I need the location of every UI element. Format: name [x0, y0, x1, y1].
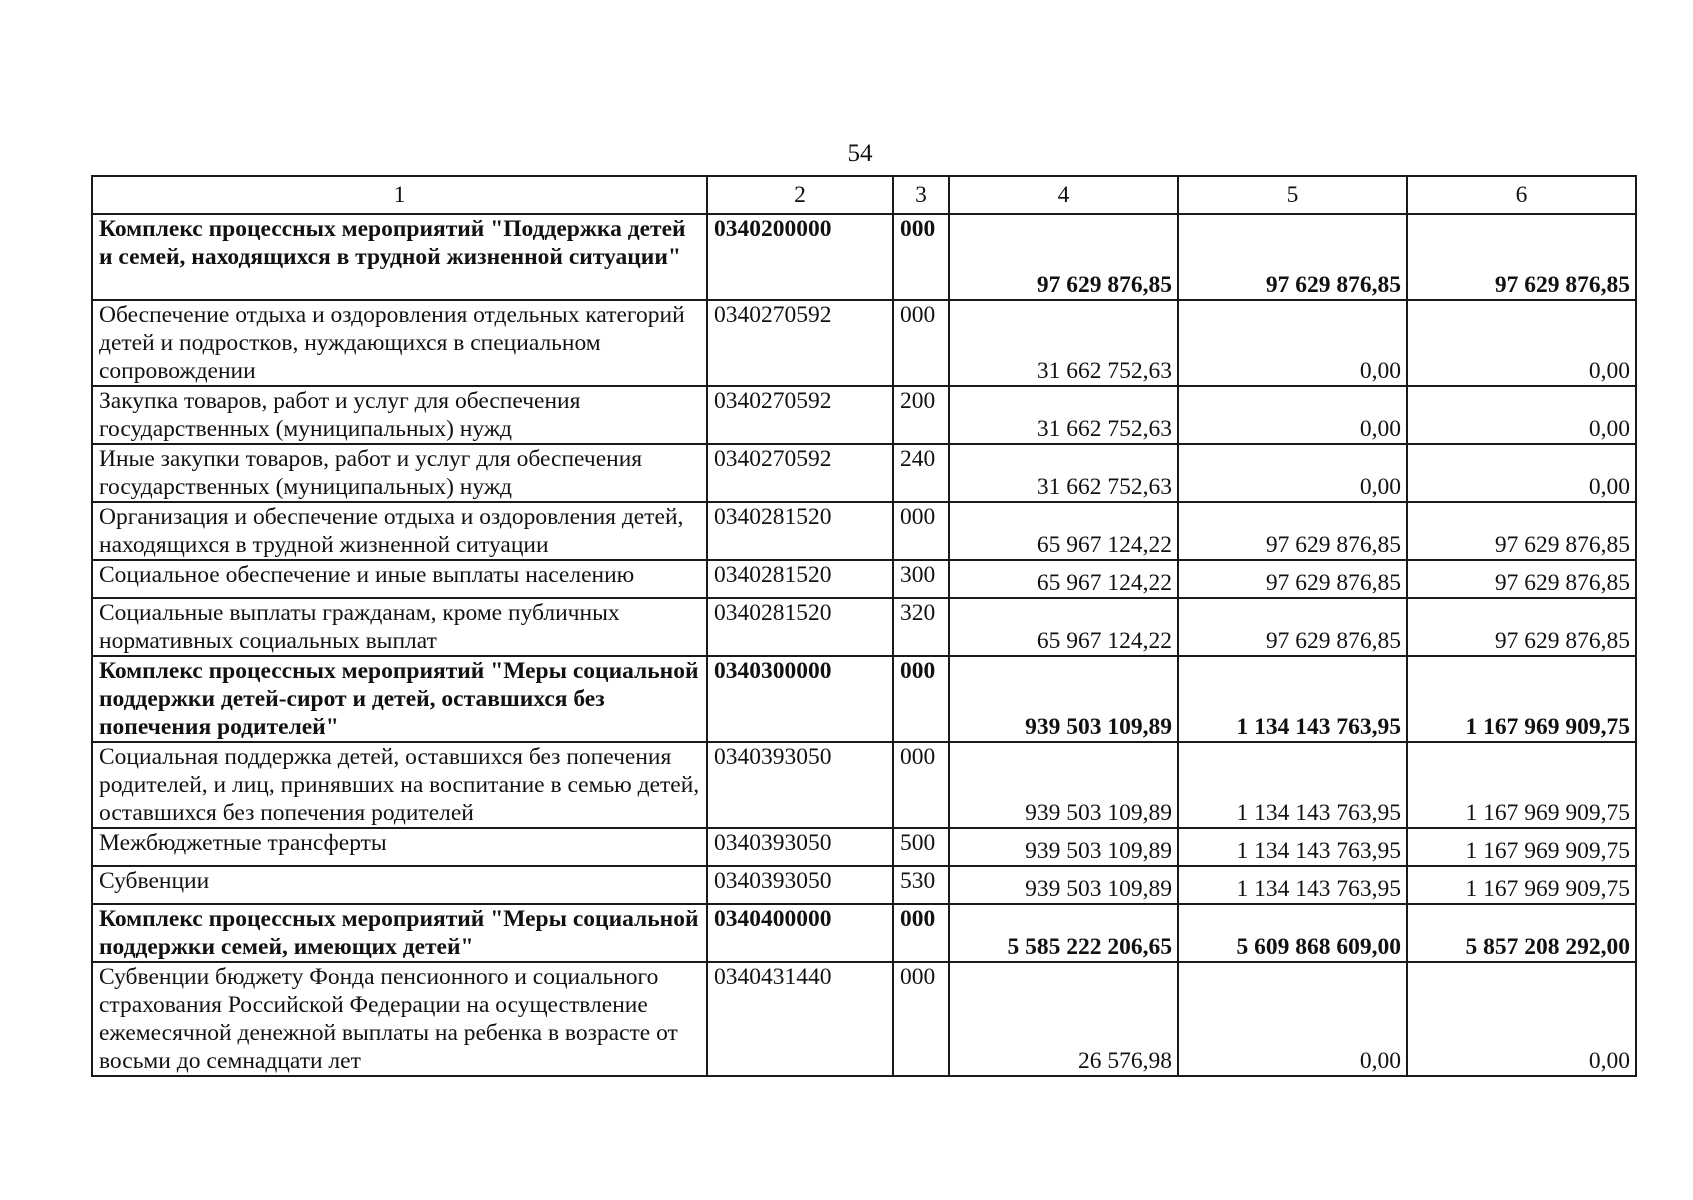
column-header: 4 [949, 176, 1178, 214]
row-value-3: 97 629 876,85 [1407, 214, 1636, 300]
table-row [92, 656, 1636, 742]
row-kind: 000 [893, 904, 949, 962]
table-row [92, 962, 1636, 1076]
column-header: 6 [1407, 176, 1636, 214]
row-value-2: 97 629 876,85 [1178, 560, 1407, 598]
row-code: 0340281520 [707, 502, 893, 560]
row-value-2: 5 609 868 609,00 [1178, 904, 1407, 962]
table-header-row [92, 176, 1636, 214]
row-value-1: 5 585 222 206,65 [949, 904, 1178, 962]
row-name: Субвенции бюджету Фонда пенсионного и социального страхования Российской Федерации на осуществление ежемесячной денежной выплаты на ребенка в возрасте от восьми до семнадцати лет [92, 962, 707, 1076]
row-value-3: 1 167 969 909,75 [1407, 742, 1636, 828]
row-value-1: 65 967 124,22 [949, 560, 1178, 598]
row-value-2: 0,00 [1178, 962, 1407, 1076]
row-value-2: 1 134 143 763,95 [1178, 656, 1407, 742]
row-value-3: 1 167 969 909,75 [1407, 828, 1636, 866]
row-value-3: 97 629 876,85 [1407, 560, 1636, 598]
row-value-2: 97 629 876,85 [1178, 502, 1407, 560]
row-value-1: 939 503 109,89 [949, 828, 1178, 866]
row-kind: 000 [893, 962, 949, 1076]
row-code: 0340200000 [707, 214, 893, 300]
row-kind: 300 [893, 560, 949, 598]
row-value-3: 0,00 [1407, 386, 1636, 444]
row-code: 0340281520 [707, 560, 893, 598]
table-row [92, 828, 1636, 866]
row-code: 0340281520 [707, 598, 893, 656]
table-row [92, 444, 1636, 502]
row-value-3: 1 167 969 909,75 [1407, 656, 1636, 742]
row-value-3: 0,00 [1407, 444, 1636, 502]
row-kind: 200 [893, 386, 949, 444]
row-name: Социальные выплаты гражданам, кроме публичных нормативных социальных выплат [92, 598, 707, 656]
row-name: Комплекс процессных мероприятий "Меры социальной поддержки семей, имеющих детей" [92, 904, 707, 962]
row-code: 0340400000 [707, 904, 893, 962]
row-value-1: 939 503 109,89 [949, 742, 1178, 828]
row-code: 0340270592 [707, 300, 893, 386]
row-value-1: 31 662 752,63 [949, 444, 1178, 502]
table-row [92, 742, 1636, 828]
row-kind: 530 [893, 866, 949, 904]
row-code: 0340393050 [707, 866, 893, 904]
row-name: Закупка товаров, работ и услуг для обеспечения государственных (муниципальных) нужд [92, 386, 707, 444]
row-value-1: 26 576,98 [949, 962, 1178, 1076]
table-row [92, 866, 1636, 904]
row-name: Иные закупки товаров, работ и услуг для обеспечения государственных (муниципальных) нужд [92, 444, 707, 502]
row-name: Комплекс процессных мероприятий "Поддержка детей и семей, находящихся в трудной жизненной ситуации" [92, 214, 707, 300]
row-value-2: 0,00 [1178, 386, 1407, 444]
row-kind: 240 [893, 444, 949, 502]
row-kind: 000 [893, 502, 949, 560]
row-code: 0340270592 [707, 386, 893, 444]
row-kind: 000 [893, 656, 949, 742]
row-value-2: 1 134 143 763,95 [1178, 828, 1407, 866]
row-value-3: 97 629 876,85 [1407, 598, 1636, 656]
budget-table [91, 175, 1637, 1077]
row-value-2: 1 134 143 763,95 [1178, 742, 1407, 828]
table-row [92, 214, 1636, 300]
page-number: 54 [847, 140, 873, 167]
row-value-2: 97 629 876,85 [1178, 598, 1407, 656]
row-kind: 000 [893, 214, 949, 300]
row-value-2: 0,00 [1178, 444, 1407, 502]
column-header: 1 [92, 176, 707, 214]
row-code: 0340270592 [707, 444, 893, 502]
row-value-3: 1 167 969 909,75 [1407, 866, 1636, 904]
table-row [92, 502, 1636, 560]
column-header: 5 [1178, 176, 1407, 214]
row-name: Организация и обеспечение отдыха и оздоровления детей, находящихся в трудной жизненной ситуации [92, 502, 707, 560]
row-name: Обеспечение отдыха и оздоровления отдельных категорий детей и подростков, нуждающихся в специальном сопровождении [92, 300, 707, 386]
row-value-1: 31 662 752,63 [949, 386, 1178, 444]
row-value-2: 97 629 876,85 [1178, 214, 1407, 300]
row-value-1: 65 967 124,22 [949, 598, 1178, 656]
row-kind: 500 [893, 828, 949, 866]
row-value-1: 939 503 109,89 [949, 656, 1178, 742]
row-value-3: 97 629 876,85 [1407, 502, 1636, 560]
row-name: Межбюджетные трансферты [92, 828, 707, 866]
table-row [92, 904, 1636, 962]
row-value-3: 0,00 [1407, 300, 1636, 386]
row-value-1: 97 629 876,85 [949, 214, 1178, 300]
row-code: 0340393050 [707, 742, 893, 828]
row-value-3: 0,00 [1407, 962, 1636, 1076]
table-row [92, 300, 1636, 386]
row-name: Социальная поддержка детей, оставшихся без попечения родителей, и лиц, принявших на воспитание в семью детей, оставшихся без попечения родителей [92, 742, 707, 828]
row-value-2: 1 134 143 763,95 [1178, 866, 1407, 904]
row-value-1: 31 662 752,63 [949, 300, 1178, 386]
row-code: 0340393050 [707, 828, 893, 866]
row-value-1: 939 503 109,89 [949, 866, 1178, 904]
column-header: 2 [707, 176, 893, 214]
table-row [92, 598, 1636, 656]
row-code: 0340431440 [707, 962, 893, 1076]
table-row [92, 386, 1636, 444]
row-kind: 000 [893, 742, 949, 828]
row-value-2: 0,00 [1178, 300, 1407, 386]
row-value-1: 65 967 124,22 [949, 502, 1178, 560]
row-name: Субвенции [92, 866, 707, 904]
row-value-3: 5 857 208 292,00 [1407, 904, 1636, 962]
row-kind: 320 [893, 598, 949, 656]
row-name: Социальное обеспечение и иные выплаты населению [92, 560, 707, 598]
table-row [92, 560, 1636, 598]
column-header: 3 [893, 176, 949, 214]
row-code: 0340300000 [707, 656, 893, 742]
row-kind: 000 [893, 300, 949, 386]
row-name: Комплекс процессных мероприятий "Меры социальной поддержки детей-сирот и детей, оставшихся без попечения родителей" [92, 656, 707, 742]
